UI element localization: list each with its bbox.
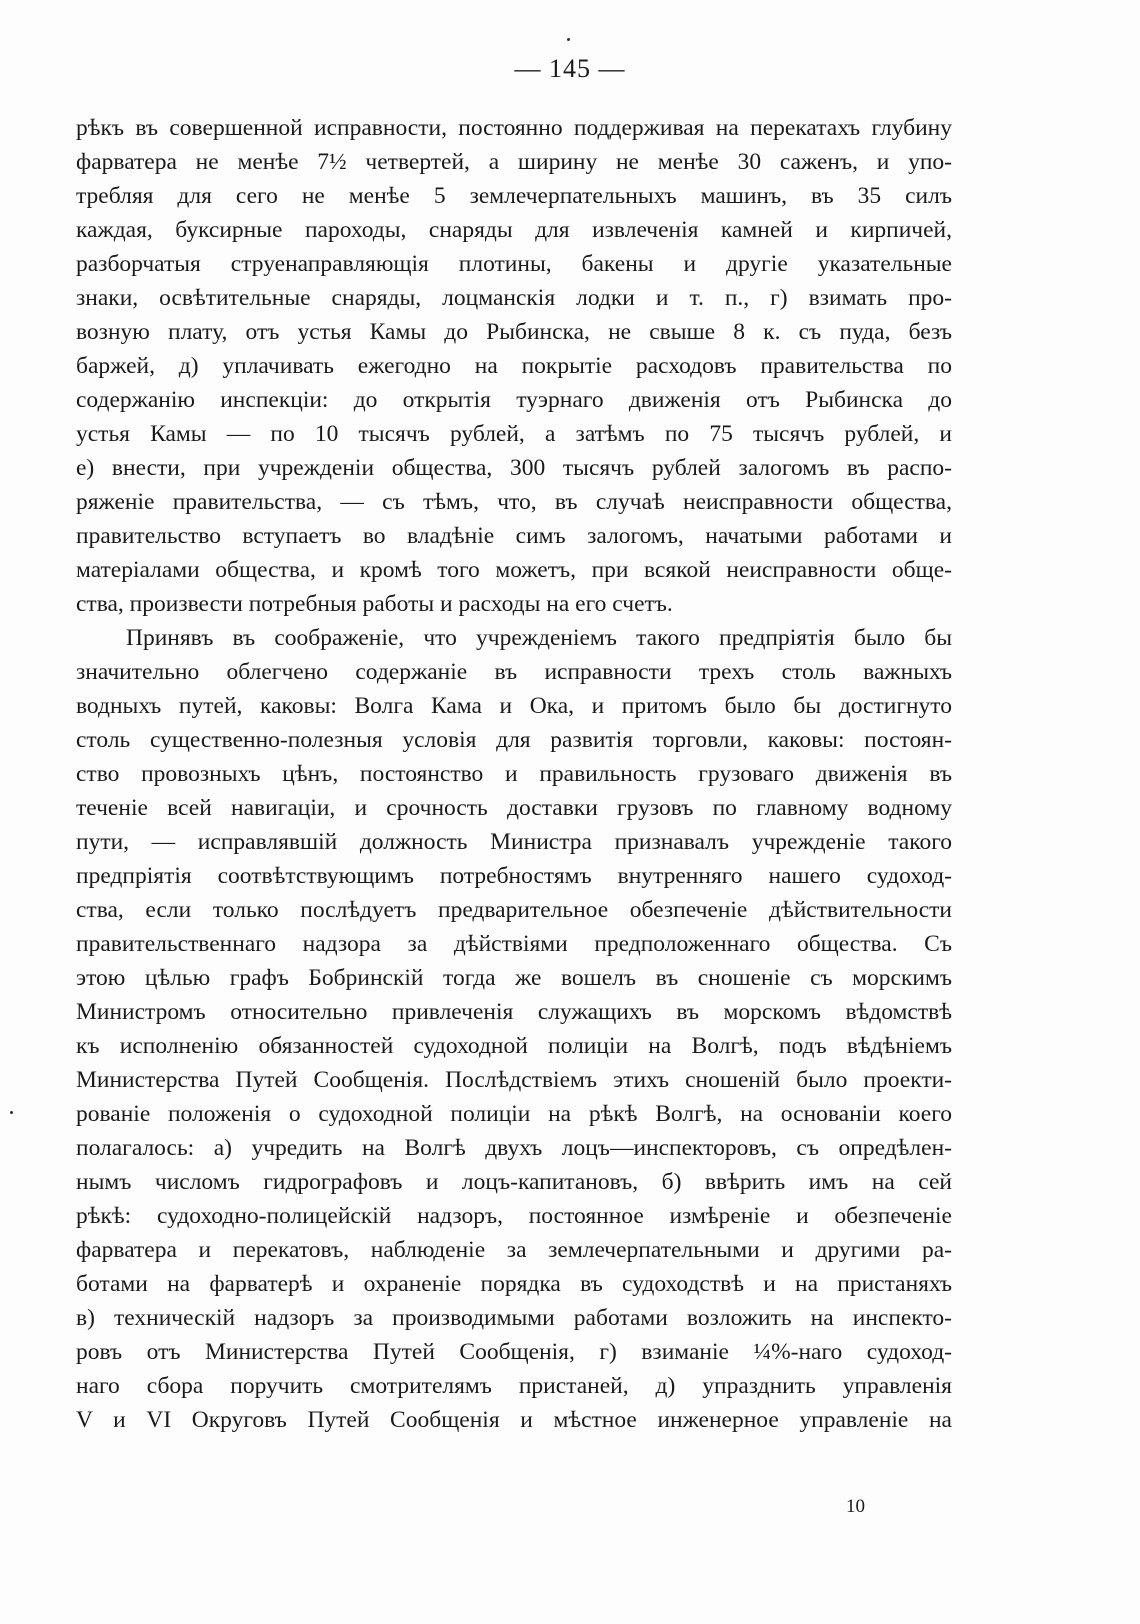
signature-mark: 10 xyxy=(846,1496,865,1517)
text-line: Министромъ относительно привлеченія служащихъ въ морскомъ вѣдомствѣ xyxy=(76,999,952,1025)
text-line: нымъ числомъ гидрографовъ и лоцъ-капитановъ, б) ввѣрить имъ на сей xyxy=(76,1169,952,1195)
text-line: знаки, освѣтительные снаряды, лоцманскія лодки и т. п., г) взимать про- xyxy=(76,285,952,311)
text-line: возную плату, отъ устья Камы до Рыбинска, не свыше 8 к. съ пуда, безъ xyxy=(76,319,952,345)
text-line: ства, если только послѣдуетъ предварительное обезпеченіе дѣйствительности xyxy=(76,897,952,923)
text-line: полагалось: а) учредить на Волгѣ двухъ лоцъ—инспекторовъ, съ опредѣлен- xyxy=(76,1135,952,1161)
text-line: ботами на фарватерѣ и охраненіе порядка въ судоходствѣ и на пристаняхъ xyxy=(76,1271,952,1297)
text-line: водныхъ путей, каковы: Волга Кама и Ока, и притомъ было бы достигнуто xyxy=(76,693,952,719)
text-line: къ исполненію обязанностей судоходной полиціи на Волгѣ, подъ вѣдѣніемъ xyxy=(76,1033,952,1059)
text-line: правительственнаго надзора за дѣйствіями предположеннаго общества. Съ xyxy=(76,931,952,957)
text-line: в) техническій надзоръ за производимыми работами возложить на инспекто- xyxy=(76,1305,952,1331)
text-line: требляя для сего не менѣе 5 землечерпательныхъ машинъ, въ 35 силъ xyxy=(76,183,952,209)
paragraph-start-line: Принявъ въ соображеніе, что учрежденіемъ такого предпріятія было бы xyxy=(126,625,952,651)
text-line: ровъ отъ Министерства Путей Сообщенія, г) взиманіе ¼%-наго судоход- xyxy=(76,1339,952,1365)
text-line: фарватера не менѣе 7½ четвертей, а ширину не менѣе 30 саженъ, и упо- xyxy=(76,149,952,175)
text-line: фарватера и перекатовъ, наблюденіе за землечерпательными и другими ра- xyxy=(76,1237,952,1263)
text-line: ряженіе правительства, — съ тѣмъ, что, въ случаѣ неисправности общества, xyxy=(76,489,952,515)
text-line: е) внести, при учрежденіи общества, 300 тысячъ рублей залогомъ въ распо- xyxy=(76,455,952,481)
print-speck xyxy=(567,38,570,41)
text-line: рованіе положенія о судоходной полиціи на рѣкѣ Волгѣ, на основаніи коего xyxy=(76,1101,952,1127)
text-line: пути, — исправлявшій должность Министра признавалъ учрежденіе такого xyxy=(76,829,952,855)
text-line: предпріятія соотвѣтствующимъ потребностямъ внутренняго нашего судоход- xyxy=(76,863,952,889)
print-speck xyxy=(10,1111,13,1114)
text-line: значительно облегчено содержаніе въ исправности трехъ столь важныхъ xyxy=(76,659,952,685)
text-line: столь существенно-полезныя условія для развитія торговли, каковы: постоян- xyxy=(76,727,952,753)
text-line: каждая, буксирные пароходы, снаряды для извлеченія камней и кирпичей, xyxy=(76,217,952,243)
text-line: V и VI Округовъ Путей Сообщенія и мѣстное инженерное управленіе на xyxy=(76,1407,952,1433)
body-text xyxy=(76,111,952,1437)
text-line: ства, произвести потребныя работы и расходы на его счетъ. xyxy=(76,591,673,617)
text-line: ство провозныхъ цѣнъ, постоянство и правильность грузоваго движенія въ xyxy=(76,761,952,787)
text-line: правительство вступаетъ во владѣніе симъ залогомъ, начатыми работами и xyxy=(76,523,952,549)
text-line: теченіе всей навигаціи, и срочность доставки грузовъ по главному водному xyxy=(76,795,952,821)
text-line: разборчатыя струенаправляющія плотины, бакены и другіе указательные xyxy=(76,251,952,277)
text-line: рѣкѣ: судоходно-полицейскій надзоръ, постоянное измѣреніе и обезпеченіе xyxy=(76,1203,952,1229)
text-line: содержанію инспекціи: до открытія туэрнаго движенія отъ Рыбинска до xyxy=(76,387,952,413)
text-line: матеріалами общества, и кромѣ того можетъ, при всякой неисправности обще- xyxy=(76,557,952,583)
text-line: рѣкъ въ совершенной исправности, постоянно поддерживая на перекатахъ глубину xyxy=(76,115,952,141)
text-line: устья Камы — по 10 тысячъ рублей, а затѣмъ по 75 тысячъ рублей, и xyxy=(76,421,952,447)
text-line: Министерства Путей Сообщенія. Послѣдствіемъ этихъ сношеній было проекти- xyxy=(76,1067,952,1093)
page-number: — 145 — xyxy=(514,54,626,83)
text-line: этою цѣлью графъ Бобринскій тогда же вошелъ въ сношеніе съ морскимъ xyxy=(76,965,952,991)
text-line: баржей, д) уплачивать ежегодно на покрытіе расходовъ правительства по xyxy=(76,353,952,379)
text-line: наго сбора поручить смотрителямъ пристаней, д) упразднить управленія xyxy=(76,1373,952,1399)
